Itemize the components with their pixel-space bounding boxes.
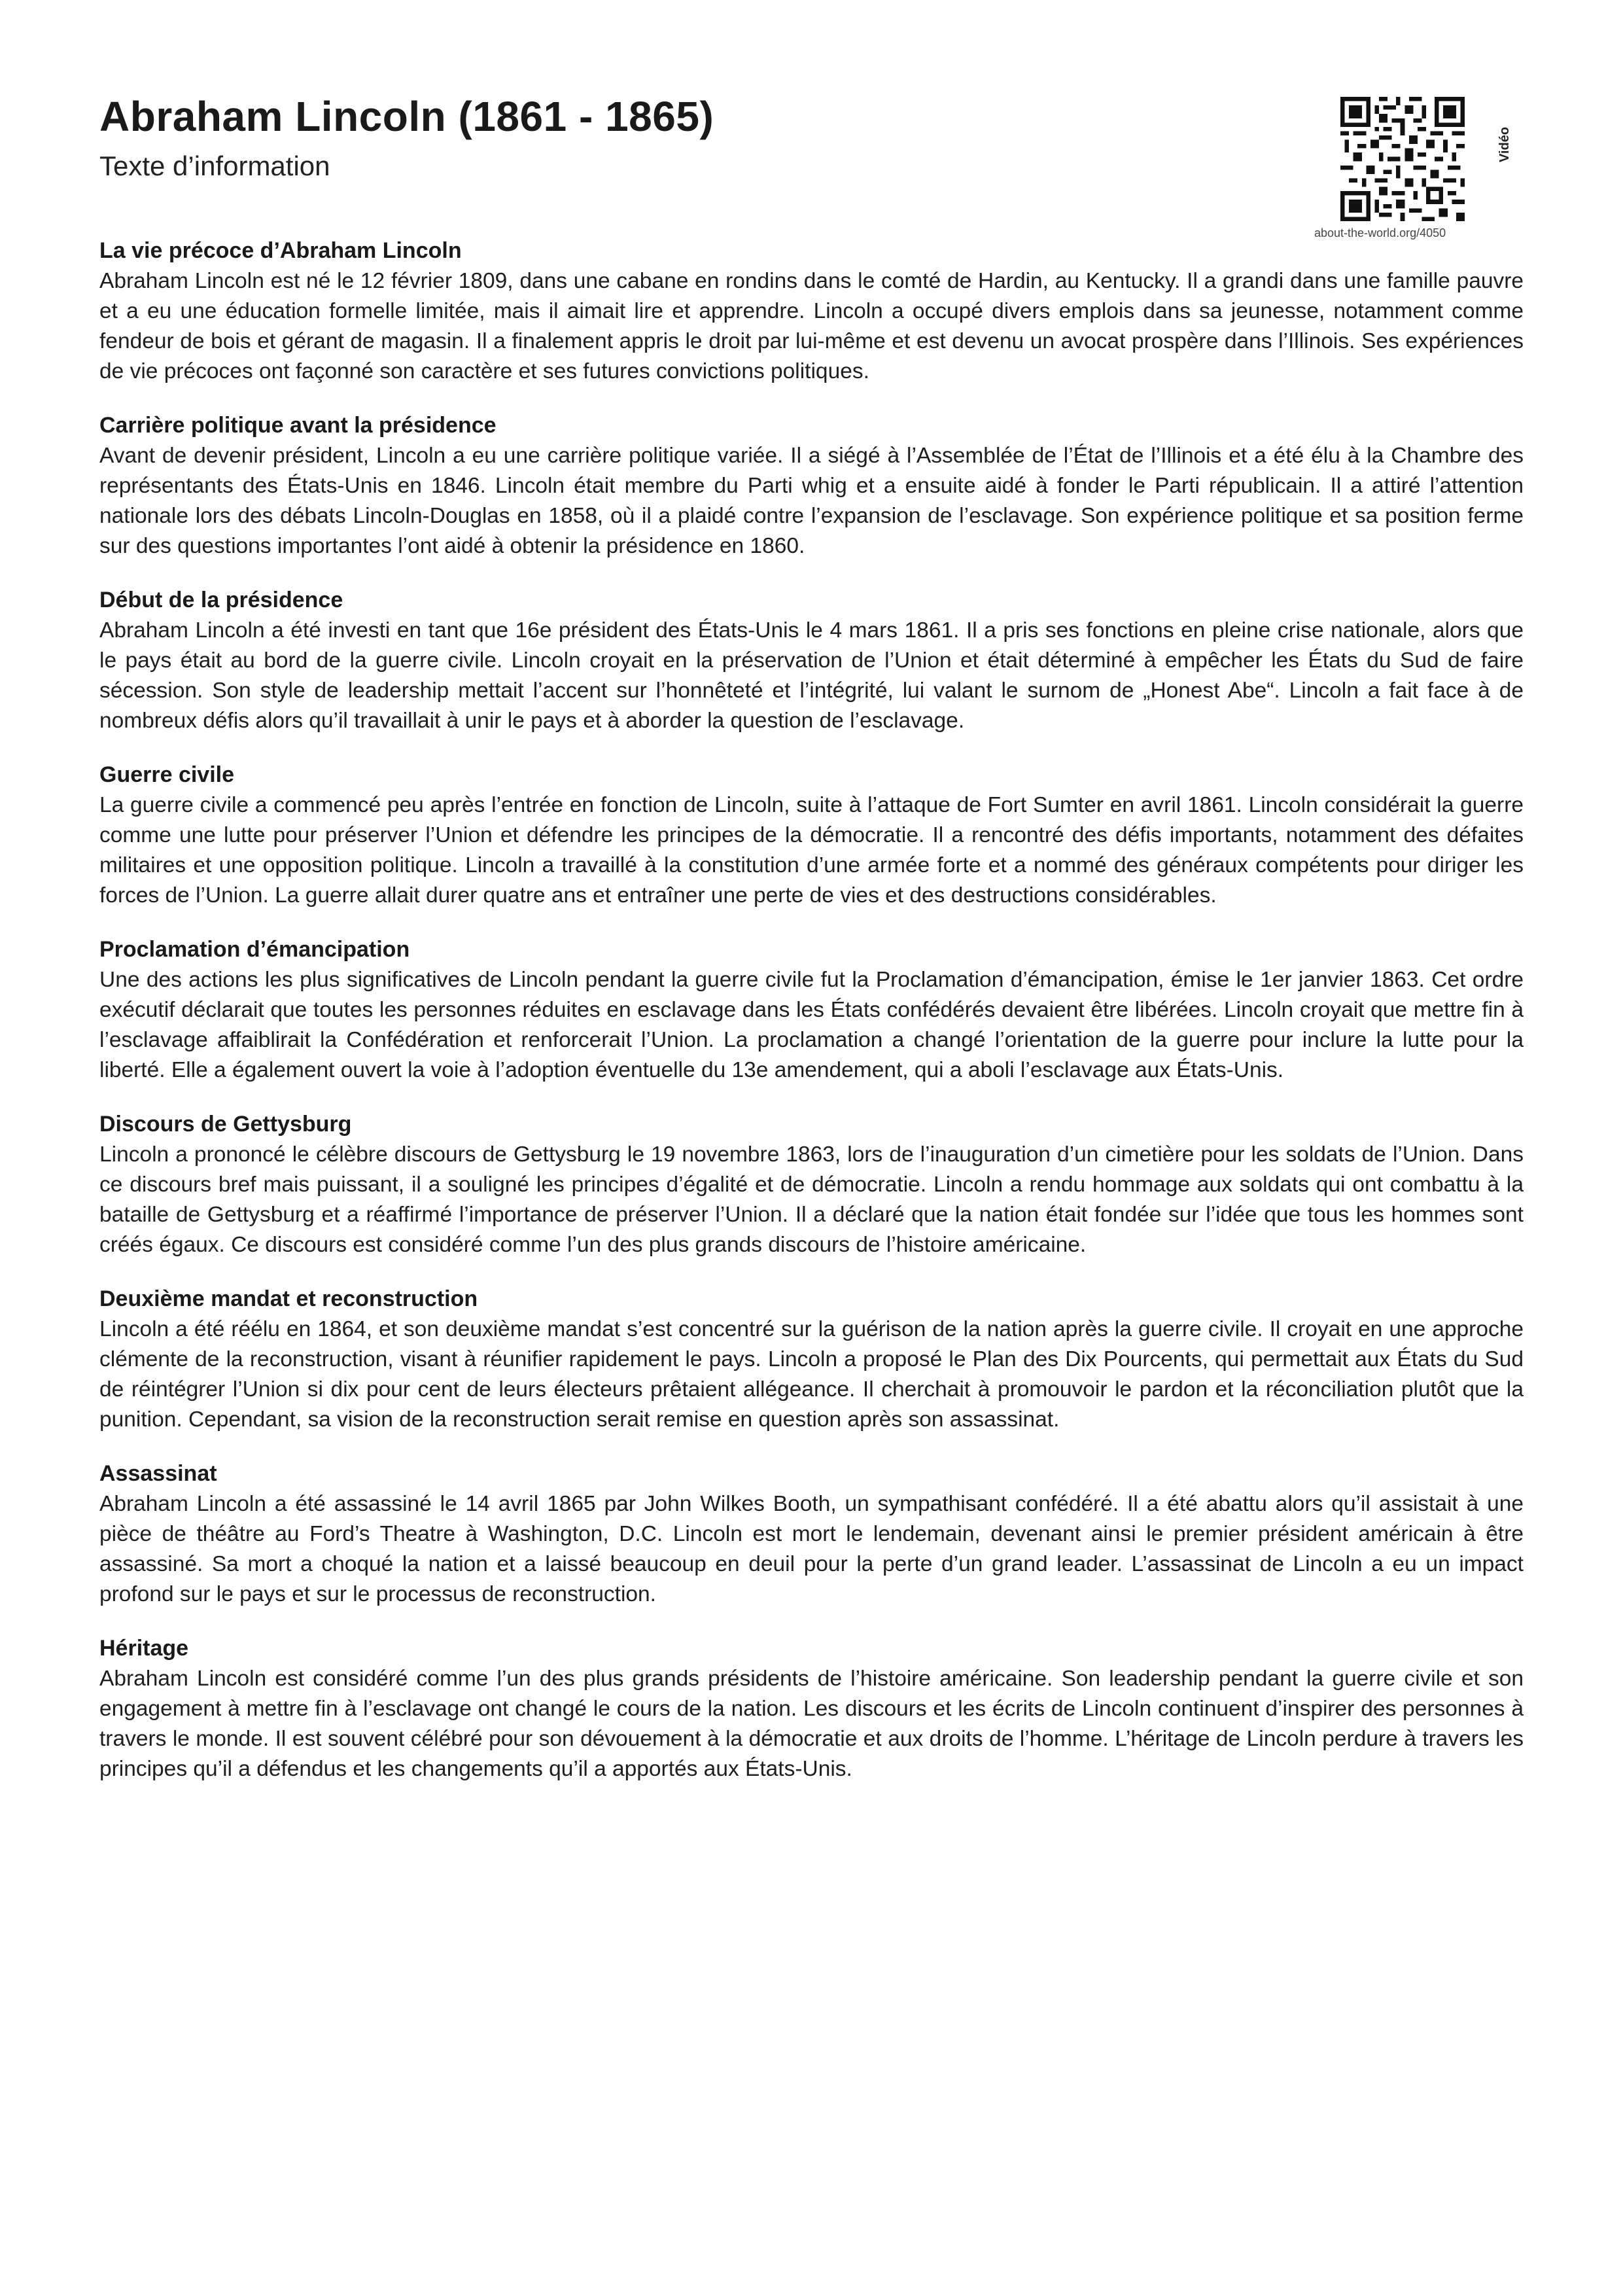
section-assassination xyxy=(99,1458,1524,1610)
section-paragraph: Une des actions les plus significatives de Lincoln pendant la guerre civile fut la Proclamation d’émancipation, émise le 1er janvier 1863. Cet ordre exécutif déclarait que toutes les personnes réduites en esclavage dans les États confédérés devaient être libérées. Lincoln croyait que mettre fin à l’esclavage affaiblirait la Confédération et renforcerait l’Union. La proclamation a changé l’orientation de la guerre pour inclure la lutte pour la liberté. Elle a également ouvert la voie à l’adoption éventuelle du 13e amendement, qui a aboli l’esclavage aux États-Unis. xyxy=(99,968,1524,1082)
section-paragraph: La guerre civile a commencé peu après l’entrée en fonction de Lincoln, suite à l’attaque de Fort Sumter en avril 1861. Lincoln considérait la guerre comme une lutte pour préserver l’Union et défendre les principes de la démocratie. Il a rencontré des défis importants, notamment des défaites militaires et une opposition politique. Lincoln a travaillé à la constitution d’une armée forte et a nommé des généraux compétents pour diriger les forces de l’Union. La guerre allait durer quatre ans et entraîner une perte de vies et des destructions considérables. xyxy=(99,793,1524,908)
document-body xyxy=(99,236,1524,1784)
section-presidency-start xyxy=(99,585,1524,736)
section-heading: Discours de Gettysburg xyxy=(99,1112,352,1137)
document-page xyxy=(99,92,1524,1808)
section-paragraph: Lincoln a prononcé le célèbre discours de Gettysburg le 19 novembre 1863, lors de l’inauguration d’un cimetière pour les soldats de l’Union. Dans ce discours bref mais puissant, il a souligné les principes d’égalité et de démocratie. Lincoln a rendu hommage aux soldats qui ont combattu à la bataille de Gettysburg et a réaffirmé l’importance de préserver l’Union. Il a déclaré que la nation était fondée sur l’idée que tous les hommes sont créés égaux. Ce discours est considéré comme l’un des plus grands discours de l’histoire américaine. xyxy=(99,1142,1524,1257)
section-early-life xyxy=(99,236,1524,387)
qr-video-label: Vidéo xyxy=(1497,126,1512,162)
section-heading: La vie précoce d’Abraham Lincoln xyxy=(99,238,462,263)
section-emancipation xyxy=(99,934,1524,1086)
section-political-career xyxy=(99,410,1524,561)
section-paragraph: Abraham Lincoln est considéré comme l’un des plus grands présidents de l’histoire américaine. Son leadership pendant la guerre civile et son engagement à mettre fin à l’esclavage ont changé le cours de la nation. Les discours et les écrits de Lincoln continuent d’inspirer des personnes à travers le monde. Il est souvent célébré pour son dévouement à la démocratie et aux droits de l’homme. L’héritage de Lincoln perdure à travers les principes qu’il a défendus et les changements qu’il a apportés aux États-Unis. xyxy=(99,1667,1524,1781)
page-title: Abraham Lincoln (1861 - 1865) xyxy=(99,93,714,140)
section-paragraph: Abraham Lincoln a été investi en tant que 16e président des États-Unis le 4 mars 1861. Il a pris ses fonctions en pleine crise nationale, alors que le pays était au bord de la guerre civile. Lincoln croyait en la préservation de l’Union et était déterminé à empêcher les États du Sud de faire sécession. Son style de leadership mettait l’accent sur l’honnêteté et l’intégrité, lui valant le surnom de „Honest Abe“. Lincoln a fait face à de nombreux défis alors qu’il travaillait à unir le pays et à aborder la question de l’esclavage. xyxy=(99,618,1524,733)
section-heading: Carrière politique avant la présidence xyxy=(99,413,497,438)
qr-code-icon[interactable] xyxy=(1340,97,1465,221)
section-heading: Héritage xyxy=(99,1636,189,1661)
section-heading: Assassinat xyxy=(99,1461,217,1486)
section-heading: Guerre civile xyxy=(99,762,235,787)
qr-code-block[interactable] xyxy=(1314,97,1524,239)
section-civil-war xyxy=(99,760,1524,911)
section-legacy xyxy=(99,1633,1524,1784)
section-paragraph: Avant de devenir président, Lincoln a eu une carrière politique variée. Il a siégé à l’Assemblée de l’État de l’Illinois et a été élu à la Chambre des représentants des États-Unis en 1846. Lincoln était membre du Parti whig et a ensuite aidé à fonder le Parti républicain. Il a attiré l’attention nationale lors des débats Lincoln-Douglas en 1858, où il a plaidé contre l’expansion de l’esclavage. Son expérience politique et sa position ferme sur des questions importantes l’ont aidé à obtenir la présidence en 1860. xyxy=(99,444,1524,558)
section-heading: Début de la présidence xyxy=(99,588,343,612)
section-gettysburg xyxy=(99,1109,1524,1260)
section-second-term xyxy=(99,1284,1524,1435)
section-paragraph: Lincoln a été réélu en 1864, et son deuxième mandat s’est concentré sur la guérison de la nation après la guerre civile. Il croyait en une approche clémente de la reconstruction, visant à réunifier rapidement le pays. Lincoln a proposé le Plan des Dix Pourcents, qui permettait aux États du Sud de réintégrer l’Union si dix pour cent de leurs électeurs prêtaient allégeance. Il cherchait à promouvoir le pardon et la réconciliation plutôt que la punition. Cependant, sa vision de la reconstruction serait remise en question après son assassinat. xyxy=(99,1317,1524,1432)
document-header xyxy=(99,92,1524,239)
qr-url-link[interactable]: about-the-world.org/4050 xyxy=(1314,226,1446,239)
section-paragraph: Abraham Lincoln est né le 12 février 1809, dans une cabane en rondins dans le comté de Hardin, au Kentucky. Il a grandi dans une famille pauvre et a eu une éducation formelle limitée, mais il aimait lire et apprendre. Lincoln a occupé divers emplois dans sa jeunesse, notamment comme fendeur de bois et gérant de magasin. Il a finalement appris le droit par lui-même et est devenu un avocat prospère dans l’Illinois. Ses expériences de vie précoces ont façonné son caractère et ses futures convictions politiques. xyxy=(99,269,1524,383)
page-subtitle: Texte d’information xyxy=(99,150,330,181)
section-paragraph: Abraham Lincoln a été assassiné le 14 avril 1865 par John Wilkes Booth, un sympathisant confédéré. Il a été abattu alors qu’il assistait à une pièce de théâtre au Ford’s Theatre à Washington, D.C. Lincoln est mort le lendemain, devenant ainsi le premier président américain à être assassiné. Sa mort a choqué la nation et a laissé beaucoup en deuil pour la perte d’un grand leader. L’assassinat de Lincoln a eu un impact profond sur le pays et sur le processus de reconstruction. xyxy=(99,1492,1524,1606)
section-heading: Proclamation d’émancipation xyxy=(99,937,410,962)
section-heading: Deuxième mandat et reconstruction xyxy=(99,1286,478,1311)
